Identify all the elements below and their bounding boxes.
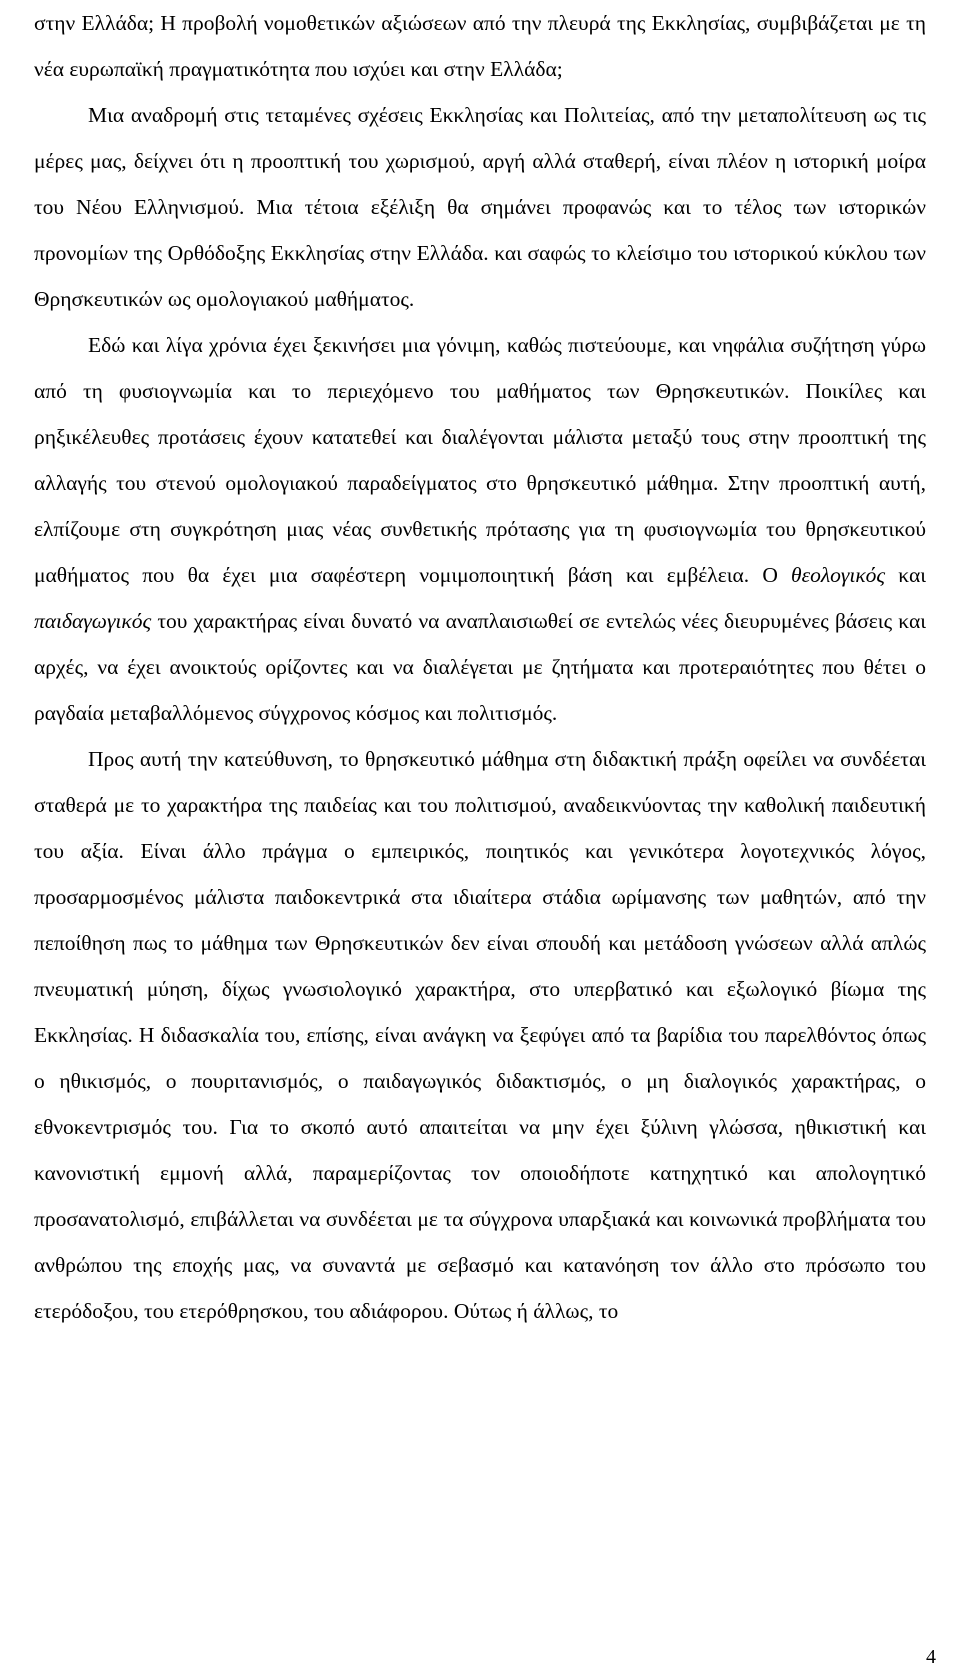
body-text bbox=[34, 0, 926, 1334]
paragraph-text: στην Ελλάδα; Η προβολή νομοθετικών αξιώσεων από την πλευρά της Εκκλησίας, συμβιβάζεται με τη νέα ευρωπαϊκή πραγματικότητα που ισχύει και στην Ελλάδα; bbox=[34, 11, 926, 81]
paragraph bbox=[34, 0, 926, 92]
paragraph-text: και bbox=[885, 563, 926, 587]
italic-text: θεολογικός bbox=[791, 563, 886, 587]
paragraph-text: του χαρακτήρας είναι δυνατό να αναπλαισιωθεί σε εντελώς νέες διευρυμένες βάσεις και αρχές, να έχει ανοικτούς ορίζοντες και να διαλέγεται με ζητήματα και προτεραιότητες που θέτει ο ραγδαία μεταβαλλόμενος σύγχρονος κόσμος και πολιτισμός. bbox=[34, 609, 926, 725]
paragraph-text: Μια αναδρομή στις τεταμένες σχέσεις Εκκλησίας και Πολιτείας, από την μεταπολίτευση ως τις μέρες μας, δείχνει ότι η προοπτική του χωρισμού, αργή αλλά σταθερή, είναι πλέον η ιστορική μοίρα του Νέου Ελληνισμού. Μια τέτοια εξέλιξη θα σημάνει προφανώς και το τέλος των ιστορικών προνομίων της Ορθόδοξης Εκκλησίας στην Ελλάδα. και σαφώς το κλείσιμο του ιστορικού κύκλου των Θρησκευτικών ως ομολογιακού μαθήματος. bbox=[34, 103, 926, 311]
page-number: 4 bbox=[926, 1646, 936, 1668]
paragraph bbox=[34, 736, 926, 1334]
paragraph bbox=[34, 322, 926, 736]
paragraph bbox=[34, 92, 926, 322]
paragraph-text: Προς αυτή την κατεύθυνση, το θρησκευτικό μάθημα στη διδακτική πράξη οφείλει να συνδέεται σταθερά με το χαρακτήρα της παιδείας και του πολιτισμού, αναδεικνύοντας την καθολική παιδευτική του αξία. Είναι άλλο πράγμα ο εμπειρικός, ποιητικός και γενικότερα λογοτεχνικός λόγος, προσαρμοσμένος μάλιστα παιδοκεντρικά στα ιδιαίτερα στάδια ωρίμανσης των μαθητών, από την πεποίθηση πως το μάθημα των Θρησκευτικών δεν είναι σπουδή και μετάδοση γνώσεων αλλά απλώς πνευματική μύηση, δίχως γνωσιολογικό χαρακτήρα, στο υπερβατικό και εξωλογικό βίωμα της Εκκλησίας. Η διδασκαλία του, επίσης, είναι ανάγκη να ξεφύγει από τα βαρίδια του παρελθόντος όπως ο ηθικισμός, ο πουριτανισμός, ο παιδαγωγικός διδακτισμός, ο μη διαλογικός χαρακτήρας, ο εθνοκεντρισμός του. Για το σκοπό αυτό απαιτείται να μην έχει ξύλινη γλώσσα, ηθικιστική και κανονιστική εμμονή αλλά, παραμερίζοντας τον οποιοδήποτε κατηχητικό και απολογητικό προσανατολισμό, επιβάλλεται να συνδέεται με τα σύγχρονα υπαρξιακά και κοινωνικά προβλήματα του ανθρώπου της εποχής μας, να συναντά με σεβασμό και κατανόηση τον άλλο στο πρόσωπο του ετερόδοξου, του ετερόθρησκου, του αδιάφορου. Ούτως ή άλλως, το bbox=[34, 747, 926, 1323]
paragraph-text: Εδώ και λίγα χρόνια έχει ξεκινήσει μια γόνιμη, καθώς πιστεύουμε, και νηφάλια συζήτηση γύρω από τη φυσιογνωμία και το περιεχόμενο του μαθήματος των Θρησκευτικών. Ποικίλες και ρηξικέλευθες προτάσεις έχουν κατατεθεί και διαλέγονται μάλιστα μεταξύ τους στην προοπτική της αλλαγής του στενού ομολογιακού παραδείγματος στο θρησκευτικό μάθημα. Στην προοπτική αυτή, ελπίζουμε στη συγκρότηση μιας νέας συνθετικής πρότασης για τη φυσιογνωμία του θρησκευτικού μαθήματος που θα έχει μια σαφέστερη νομιμοποιητική βάση και εμβέλεια. Ο bbox=[34, 333, 926, 587]
italic-text: παιδαγωγικός bbox=[34, 609, 152, 633]
